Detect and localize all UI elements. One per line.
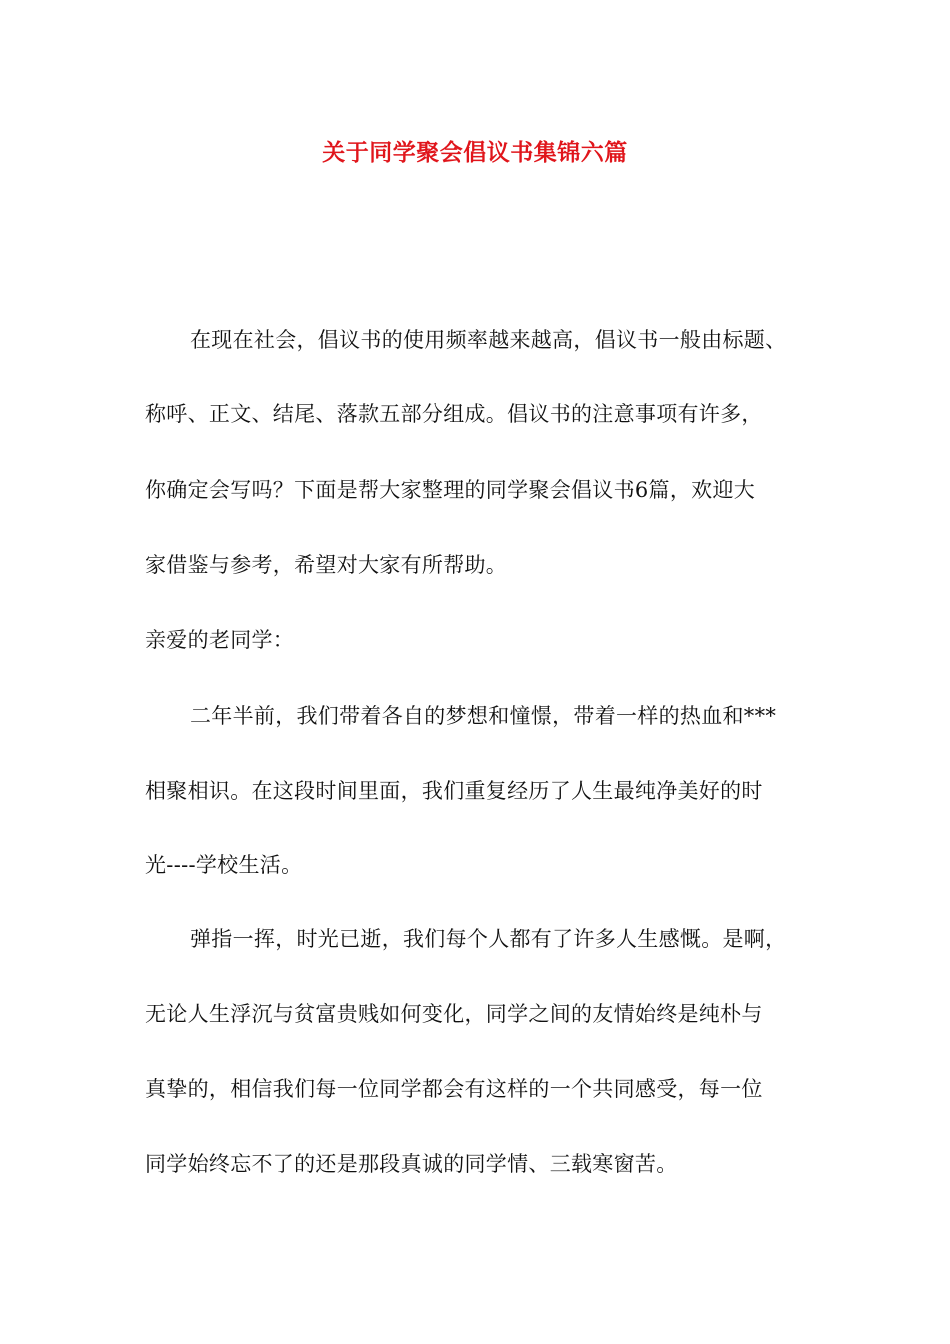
paragraph-line: 家借鉴与参考，希望对大家有所帮助。 (145, 553, 508, 577)
paragraph-line: 你确定会写吗？下面是帮大家整理的同学聚会倡议书6篇，欢迎大 (145, 478, 756, 502)
paragraph-line: 光----学校生活。 (145, 853, 303, 877)
paragraph-line: 称呼、正文、结尾、落款五部分组成。倡议书的注意事项有许多， (145, 402, 763, 426)
paragraph-line: 无论人生浮沉与贫富贵贱如何变化，同学之间的友情始终是纯朴与 (145, 1002, 763, 1026)
paragraph-line: 同学始终忘不了的还是那段真诚的同学情、三载寒窗苦。 (145, 1152, 678, 1176)
paragraph-line: 相聚相识。在这段时间里面，我们重复经历了人生最纯净美好的时 (145, 779, 763, 803)
document-title: 关于同学聚会倡议书集锦六篇 (322, 139, 628, 166)
paragraph-line: 在现在社会，倡议书的使用频率越来越高，倡议书一般由标题、 (190, 328, 787, 352)
paragraph-line: 二年半前，我们带着各自的梦想和憧憬，带着一样的热血和*** (190, 704, 777, 728)
paragraph-line: 真挚的，相信我们每一位同学都会有这样的一个共同感受，每一位 (145, 1077, 763, 1101)
paragraph-line: 弹指一挥，时光已逝，我们每个人都有了许多人生感慨。是啊， (190, 927, 787, 951)
salutation: 亲爱的老同学： (145, 628, 295, 652)
